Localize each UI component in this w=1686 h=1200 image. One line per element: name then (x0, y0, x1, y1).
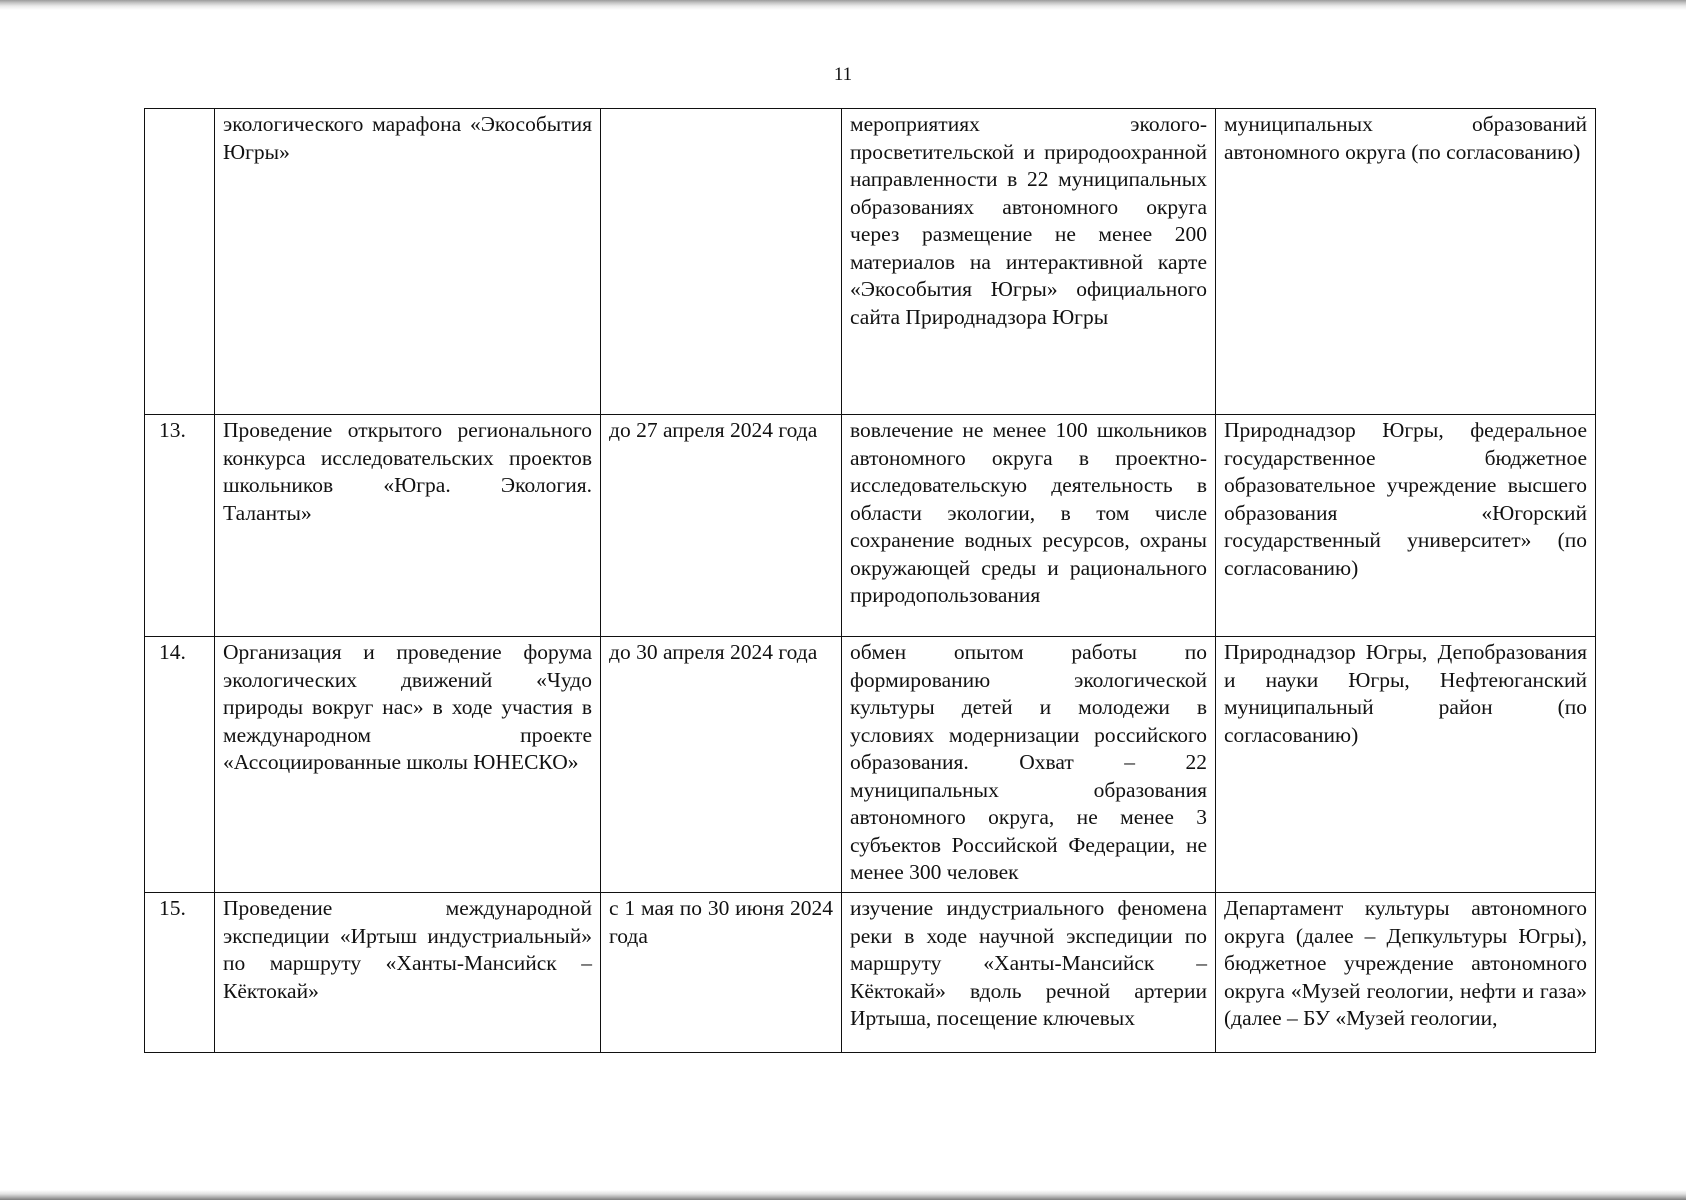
deadline-cell: с 1 мая по 30 июня 2024 года (601, 893, 842, 1053)
measures-table (144, 108, 1596, 1053)
responsible-cell: Природнадзор Югры, Депобразования и науки Югры, Нефтеюганский муниципальный район (по согласованию) (1216, 637, 1596, 893)
responsible-cell: Департамент культуры автономного округа (далее – Депкультуры Югры), бюджетное учреждение автономного округа «Музей геологии, нефти и газа» (далее – БУ «Музей геологии, (1216, 893, 1596, 1053)
result-cell: обмен опытом работы по формированию экологической культуры детей и молодежи в условиях модернизации российского образования. Охват – 22 муниципальных образования автономного округа, не менее 3 субъектов Российской Федерации, не менее 300 человек (842, 637, 1216, 893)
row-number (145, 109, 215, 415)
result-cell: мероприятиях эколого-просветительской и природоохранной направленности в 22 муниципальных образованиях автономного округа через размещение не менее 200 материалов на интерактивной карте «Экособытия Югры» официального сайта Природнадзора Югры (842, 109, 1216, 415)
table-row (145, 637, 1596, 893)
deadline-cell: до 27 апреля 2024 года (601, 415, 842, 637)
responsible-cell: муниципальных образований автономного округа (по согласованию) (1216, 109, 1596, 415)
row-number: 15. (145, 893, 215, 1053)
row-number: 14. (145, 637, 215, 893)
table-row (145, 893, 1596, 1053)
table-row (145, 109, 1596, 415)
deadline-cell: до 30 апреля 2024 года (601, 637, 842, 893)
event-cell: экологического марафона «Экособытия Югры» (215, 109, 601, 415)
row-number: 13. (145, 415, 215, 637)
scan-edge-top (0, 0, 1686, 10)
result-cell: вовлечение не менее 100 школьников автономного округа в проектно-исследовательскую деятельность в области экологии, в том числе сохранение водных ресурсов, охраны окружающей среды и рационального природопользования (842, 415, 1216, 637)
page-number: 11 (833, 64, 853, 85)
event-cell: Проведение международной экспедиции «Иртыш индустриальный» по маршруту «Ханты-Мансийск – Кёктокай» (215, 893, 601, 1053)
event-cell: Организация и проведение форума экологических движений «Чудо природы вокруг нас» в ходе участия в международном проекте «Ассоциированные школы ЮНЕСКО» (215, 637, 601, 893)
deadline-cell (601, 109, 842, 415)
table-row (145, 415, 1596, 637)
scan-edge-bottom (0, 1190, 1686, 1200)
event-cell: Проведение открытого регионального конкурса исследовательских проектов школьников «Югра. Экология. Таланты» (215, 415, 601, 637)
responsible-cell: Природнадзор Югры, федеральное государственное бюджетное образовательное учреждение высшего образования «Югорский государственный университет» (по согласованию) (1216, 415, 1596, 637)
result-cell: изучение индустриального феномена реки в ходе научной экспедиции по маршруту «Ханты-Мансийск – Кёктокай» вдоль речной артерии Иртыша, посещение ключевых (842, 893, 1216, 1053)
